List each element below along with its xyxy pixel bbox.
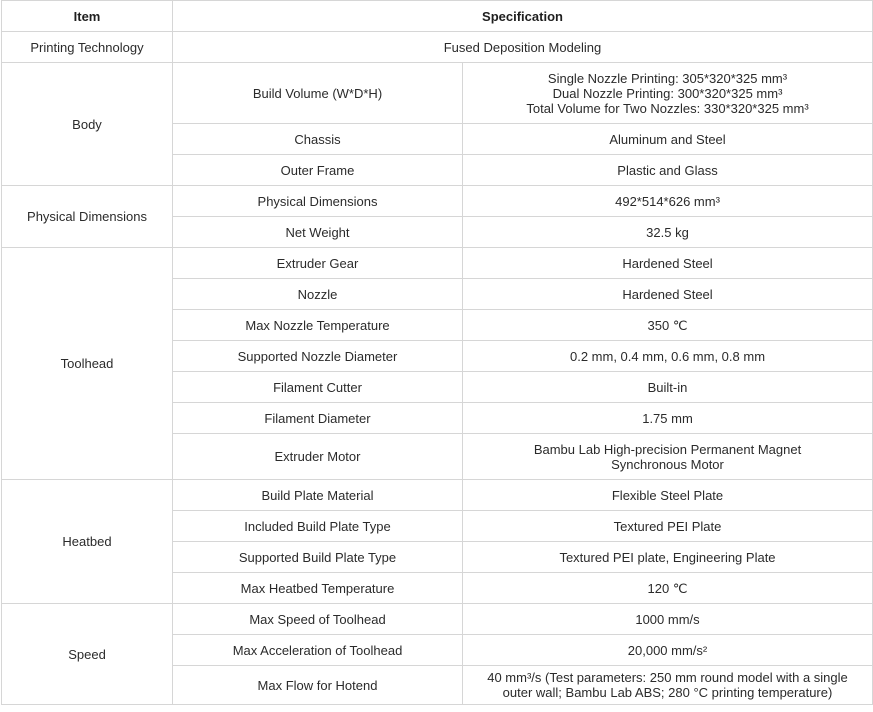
subitem-value: 20,000 mm/s² — [463, 635, 873, 666]
header-item: Item — [2, 1, 173, 32]
value-line: outer wall; Bambu Lab ABS; 280 °C printing temperature) — [502, 685, 833, 700]
subitem-value: Hardened Steel — [463, 279, 873, 310]
table-row — [2, 63, 873, 124]
subitem-label: Supported Nozzle Diameter — [173, 341, 463, 372]
item-printing-technology: Printing Technology — [2, 32, 173, 63]
subitem-value: 32.5 kg — [463, 217, 873, 248]
subitem-value: Textured PEI Plate — [463, 511, 873, 542]
value-line: Total Volume for Two Nozzles: 330*320*325 mm³ — [526, 100, 809, 116]
subitem-value: Hardened Steel — [463, 248, 873, 279]
subitem-value — [463, 666, 873, 705]
subitem-value: 1000 mm/s — [463, 604, 873, 635]
subitem-value: Textured PEI plate, Engineering Plate — [463, 542, 873, 573]
group-toolhead: Toolhead — [2, 248, 173, 480]
group-body: Body — [2, 63, 173, 186]
subitem-value: 1.75 mm — [463, 403, 873, 434]
value-line: 40 mm³/s (Test parameters: 250 mm round model with a single — [487, 670, 848, 685]
subitem-label: Outer Frame — [173, 155, 463, 186]
subitem-label: Extruder Motor — [173, 434, 463, 480]
subitem-label: Max Nozzle Temperature — [173, 310, 463, 341]
subitem-value: Flexible Steel Plate — [463, 480, 873, 511]
header-specification: Specification — [173, 1, 873, 32]
subitem-label: Nozzle — [173, 279, 463, 310]
value-printing-technology: Fused Deposition Modeling — [173, 32, 873, 63]
table-row — [2, 32, 873, 63]
group-speed: Speed — [2, 604, 173, 705]
subitem-value — [463, 434, 873, 480]
table-row — [2, 480, 873, 511]
subitem-value: Aluminum and Steel — [463, 124, 873, 155]
group-physical-dimensions: Physical Dimensions — [2, 186, 173, 248]
subitem-label: Max Heatbed Temperature — [173, 573, 463, 604]
subitem-label: Filament Diameter — [173, 403, 463, 434]
subitem-value: 350 ℃ — [463, 310, 873, 341]
table-row — [2, 186, 873, 217]
subitem-value: 492*514*626 mm³ — [463, 186, 873, 217]
subitem-value — [463, 63, 873, 124]
table-row — [2, 604, 873, 635]
subitem-label: Extruder Gear — [173, 248, 463, 279]
value-line: Synchronous Motor — [611, 456, 724, 472]
subitem-value: 120 ℃ — [463, 573, 873, 604]
value-line: Bambu Lab High-precision Permanent Magnet — [533, 441, 802, 457]
subitem-value: Built-in — [463, 372, 873, 403]
subitem-label: Physical Dimensions — [173, 186, 463, 217]
spec-table — [1, 0, 873, 705]
subitem-value: 0.2 mm, 0.4 mm, 0.6 mm, 0.8 mm — [463, 341, 873, 372]
subitem-label: Max Speed of Toolhead — [173, 604, 463, 635]
table-row — [2, 248, 873, 279]
subitem-value: Plastic and Glass — [463, 155, 873, 186]
subitem-label: Max Acceleration of Toolhead — [173, 635, 463, 666]
subitem-label: Included Build Plate Type — [173, 511, 463, 542]
subitem-label: Filament Cutter — [173, 372, 463, 403]
subitem-label: Net Weight — [173, 217, 463, 248]
subitem-label: Max Flow for Hotend — [173, 666, 463, 705]
header-row — [2, 1, 873, 32]
value-line: Single Nozzle Printing: 305*320*325 mm³ — [547, 70, 788, 86]
subitem-label: Chassis — [173, 124, 463, 155]
subitem-label: Build Volume (W*D*H) — [173, 63, 463, 124]
subitem-label: Build Plate Material — [173, 480, 463, 511]
group-heatbed: Heatbed — [2, 480, 173, 604]
subitem-label: Supported Build Plate Type — [173, 542, 463, 573]
value-line: Dual Nozzle Printing: 300*320*325 mm³ — [552, 85, 783, 101]
